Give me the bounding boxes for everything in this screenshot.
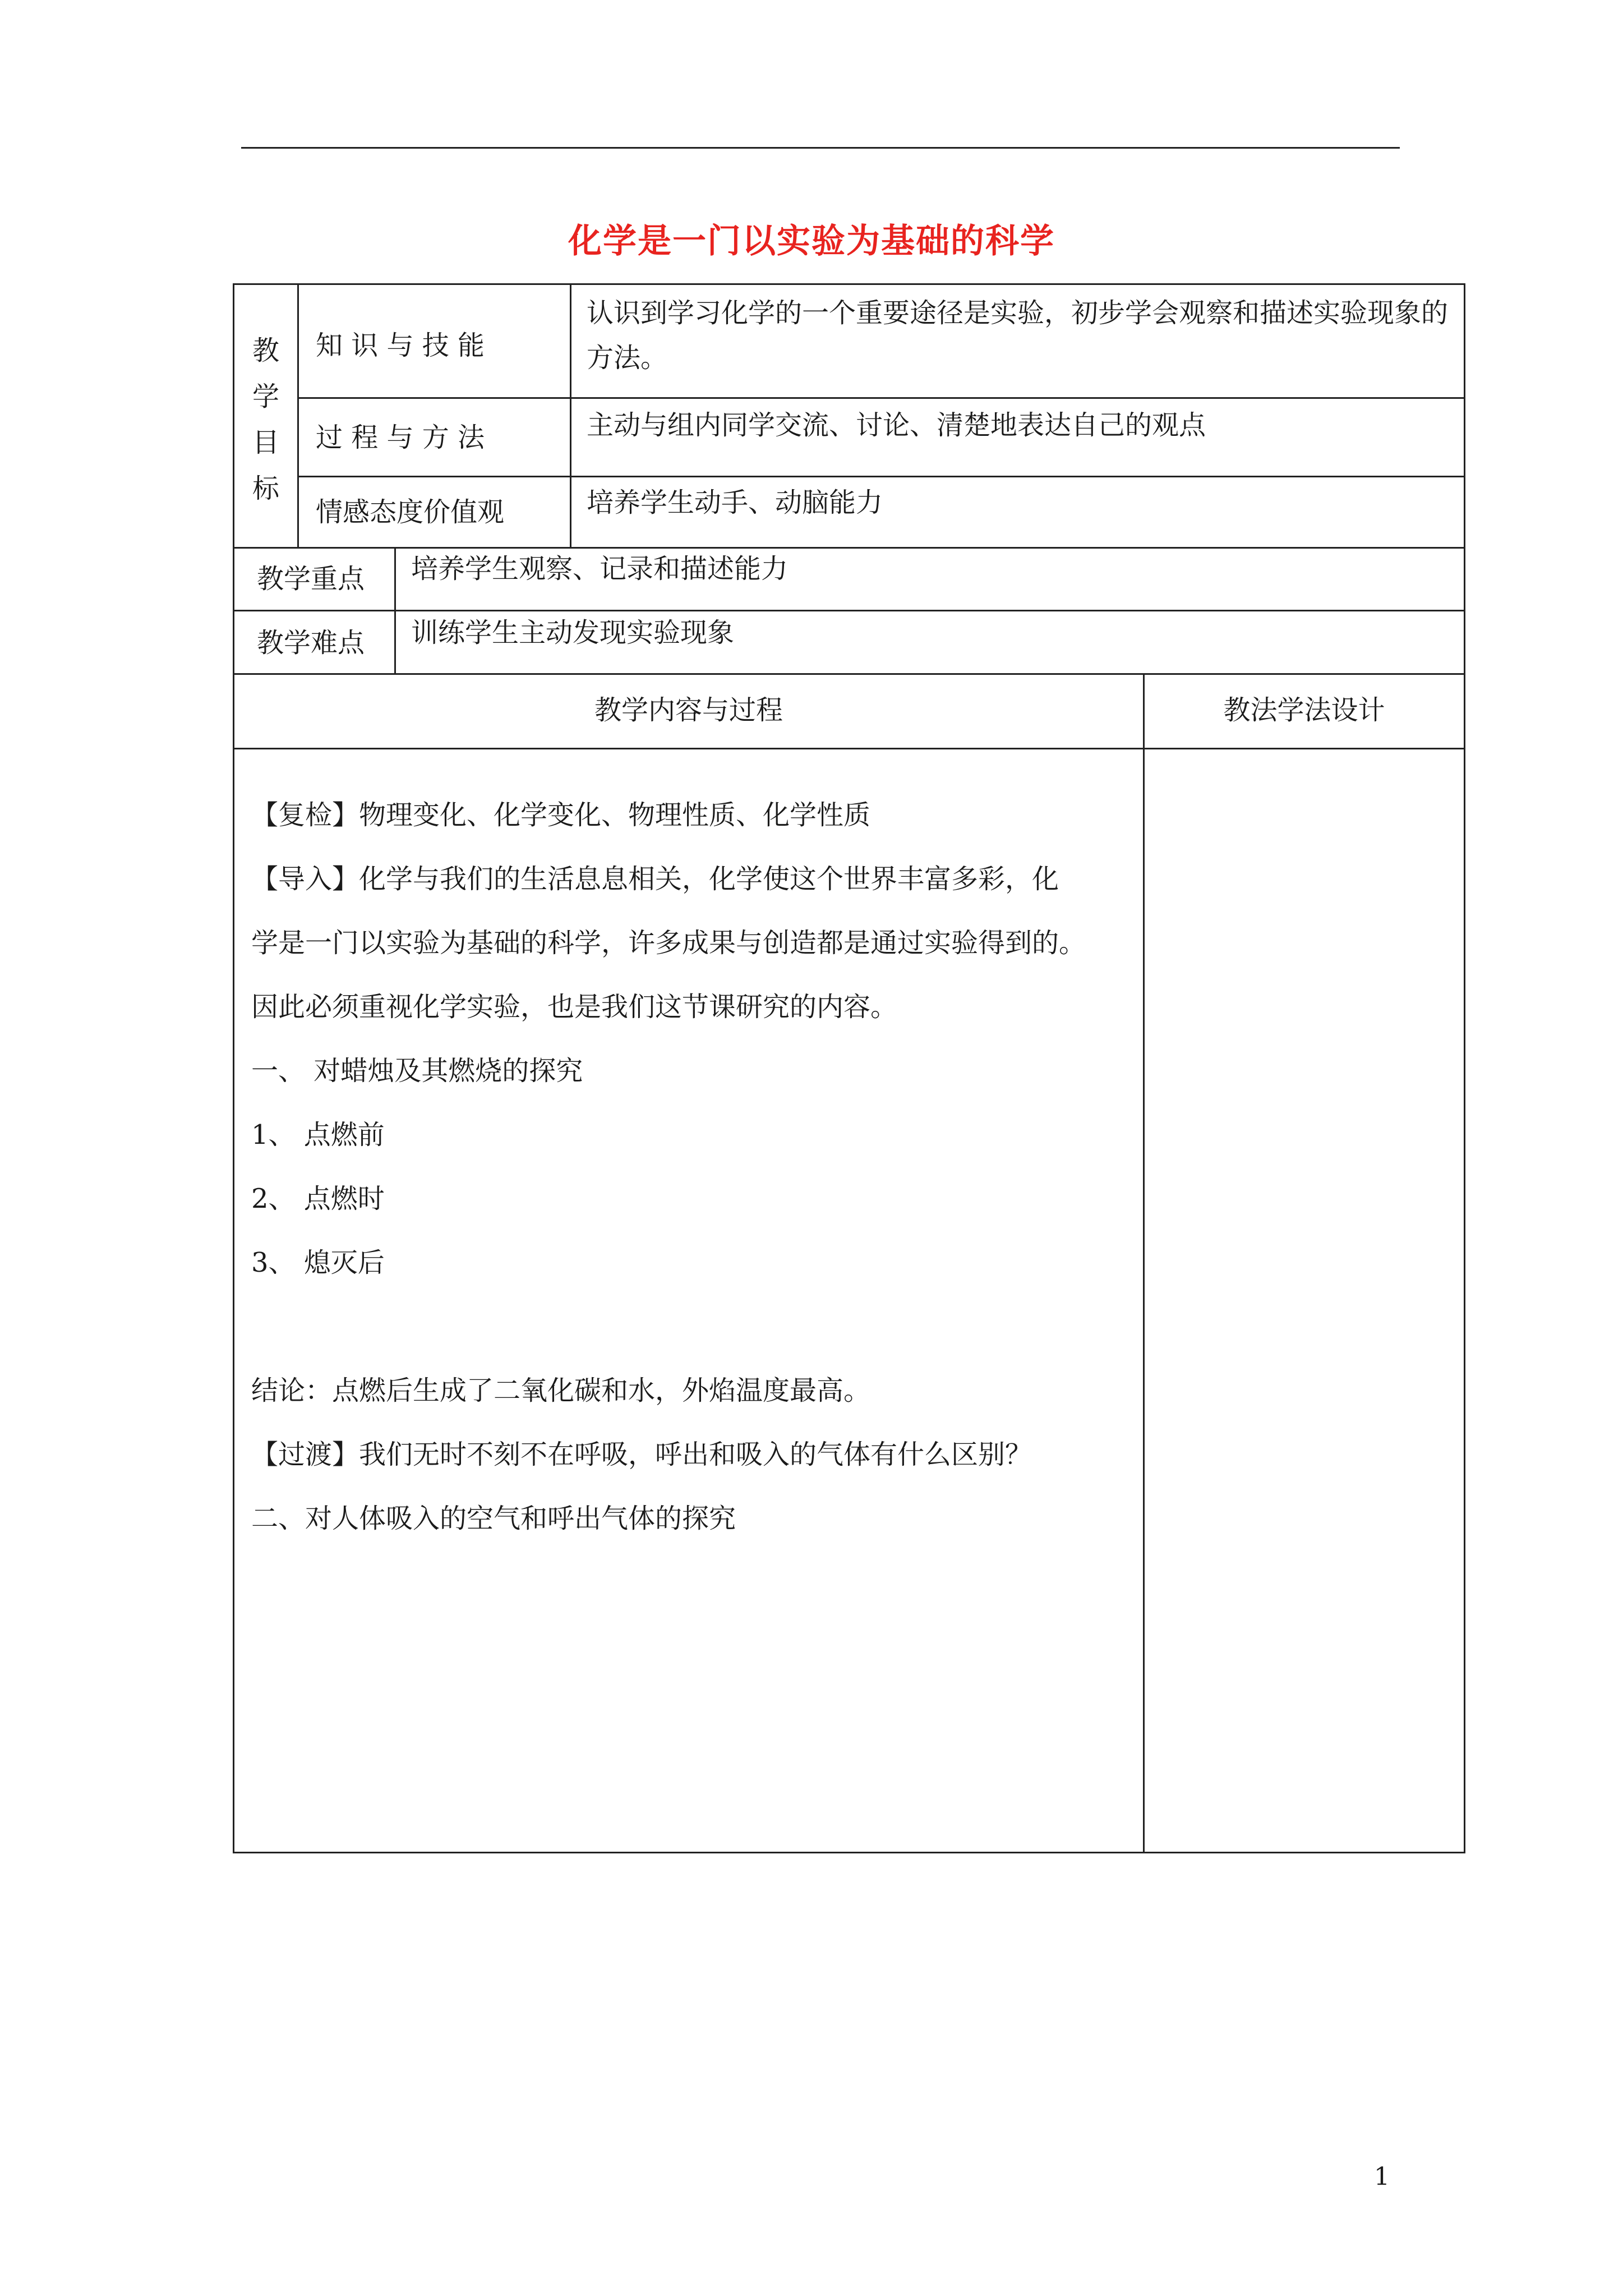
key-point-label: 教学重点 bbox=[257, 563, 365, 595]
col-divider bbox=[570, 285, 571, 547]
process-line: 二、对人体吸入的空气和呼出气体的探究 bbox=[251, 1503, 736, 1534]
page-title: 化学是一门以实验为基础的科学 bbox=[568, 222, 1055, 261]
col-divider bbox=[297, 285, 299, 547]
process-line: 学是一门以实验为基础的科学，许多成果与创造都是通过实验得到的。 bbox=[251, 927, 1086, 959]
process-line: 【过渡】我们无时不刻不在呼吸，呼出和吸入的气体有什么区别？ bbox=[251, 1439, 1032, 1470]
process-line: 结论：点燃后生成了二氧化碳和水，外焰温度最高。 bbox=[251, 1375, 871, 1406]
attitude-values-label: 情感态度价值观 bbox=[316, 496, 505, 528]
key-point-content: 培养学生观察、记录和描述能力 bbox=[411, 553, 789, 585]
col-divider bbox=[1143, 673, 1145, 1852]
process-line: 3、 熄灭后 bbox=[251, 1247, 385, 1278]
lesson-plan-table bbox=[233, 283, 1465, 1853]
difficult-point-content: 训练学生主动发现实验现象 bbox=[411, 617, 735, 648]
objectives-label-char: 标 bbox=[252, 473, 279, 504]
objectives-label-char: 目 bbox=[252, 427, 279, 458]
process-line: 2、 点燃时 bbox=[251, 1183, 385, 1214]
process-line: 【复检】物理变化、化学变化、物理性质、化学性质 bbox=[251, 799, 871, 831]
process-line: 因此必须重视化学实验，也是我们这节课研究的内容。 bbox=[251, 991, 898, 1023]
page-number: 1 bbox=[1374, 2162, 1390, 2191]
knowledge-skills-content: 认识到学习化学的一个重要途径是实验，初步学会观察和描述实验现象的方法。 bbox=[587, 297, 1449, 374]
process-header-right: 教法学法设计 bbox=[1223, 694, 1385, 726]
header-rule bbox=[241, 147, 1400, 149]
row-divider bbox=[234, 673, 1464, 675]
difficult-point-label: 教学难点 bbox=[257, 627, 365, 659]
row-divider bbox=[297, 397, 1464, 399]
process-methods-content: 主动与组内同学交流、讨论、清楚地表达自己的观点 bbox=[587, 409, 1206, 441]
row-divider bbox=[297, 476, 1464, 477]
objectives-label-char: 学 bbox=[252, 381, 279, 412]
knowledge-skills-label: 知 识 与 技 能 bbox=[316, 330, 485, 361]
process-line: 1、 点燃前 bbox=[251, 1119, 385, 1151]
objectives-label-char: 教 bbox=[252, 335, 279, 366]
process-line: 一、 对蜡烛及其燃烧的探究 bbox=[251, 1055, 583, 1087]
attitude-values-content: 培养学生动手、动脑能力 bbox=[587, 487, 883, 518]
row-divider bbox=[234, 748, 1464, 749]
process-line: 【导入】化学与我们的生活息息相关，化学使这个世界丰富多彩，化 bbox=[251, 863, 1059, 895]
process-header-left: 教学内容与过程 bbox=[594, 694, 783, 726]
col-divider bbox=[394, 547, 396, 673]
process-methods-label: 过 程 与 方 法 bbox=[316, 422, 485, 453]
